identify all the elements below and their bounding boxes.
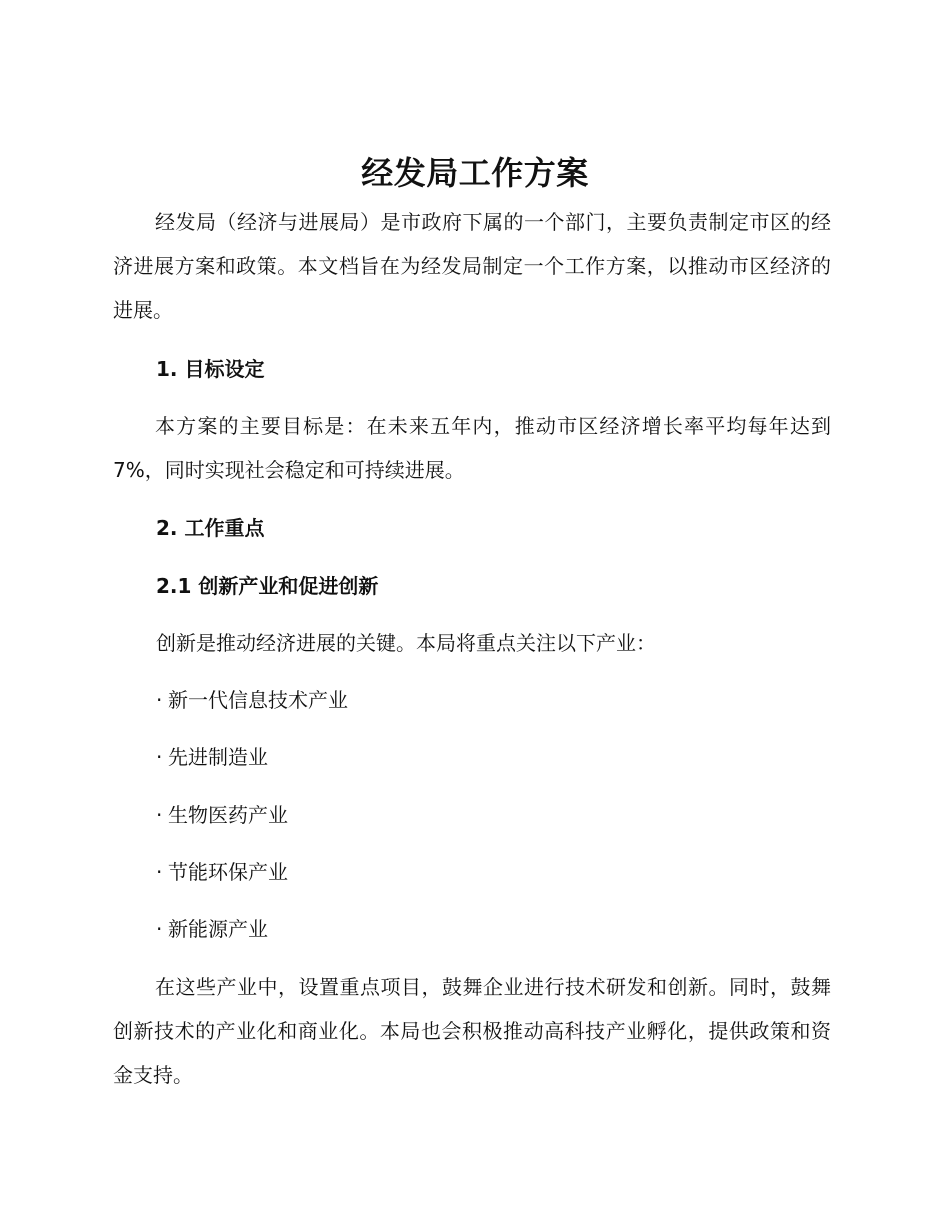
list-item <box>156 742 268 772</box>
list-item <box>156 685 348 715</box>
document-title: 经发局工作方案 <box>361 154 589 192</box>
goals-paragraph: 本方案的主要目标是：在未来五年内，推动市区经济增长率平均每年达到 7%，同时实现社会稳定和可持续进展。 <box>113 414 831 482</box>
innovation-closing-paragraph: 在这些产业中，设置重点项目，鼓舞企业进行技术研发和创新。同时，鼓舞创新技术的产业化和商业化。本局也会积极推动高科技产业孵化，提供政策和资金支持。 <box>113 975 831 1087</box>
innovation-lead-text: 创新是推动经济进展的关键。本局将重点关注以下产业： <box>156 631 656 655</box>
list-item <box>156 914 268 944</box>
list-item <box>156 857 288 887</box>
list-item-text: 生物医药产业 <box>168 803 288 827</box>
subsection-heading-innovation: 2.1 创新产业和促进创新 <box>156 574 379 598</box>
section-heading-goals: 1. 目标设定 <box>156 357 265 381</box>
list-item-text: 节能环保产业 <box>168 860 288 884</box>
intro-paragraph: 经发局（经济与进展局）是市政府下属的一个部门，主要负责制定市区的经济进展方案和政策。本文档旨在为经发局制定一个工作方案，以推动市区经济的进展。 <box>113 210 831 322</box>
list-item-text: 新能源产业 <box>168 917 268 941</box>
bullet-dot: · <box>156 803 163 827</box>
bullet-dot: · <box>156 688 163 712</box>
list-item-text: 先进制造业 <box>168 745 268 769</box>
bullet-dot: · <box>156 917 163 941</box>
bullet-dot: · <box>156 745 163 769</box>
list-item <box>156 800 288 830</box>
section-heading-work-focus: 2. 工作重点 <box>156 516 265 540</box>
bullet-dot: · <box>156 860 163 884</box>
list-item-text: 新一代信息技术产业 <box>168 688 348 712</box>
